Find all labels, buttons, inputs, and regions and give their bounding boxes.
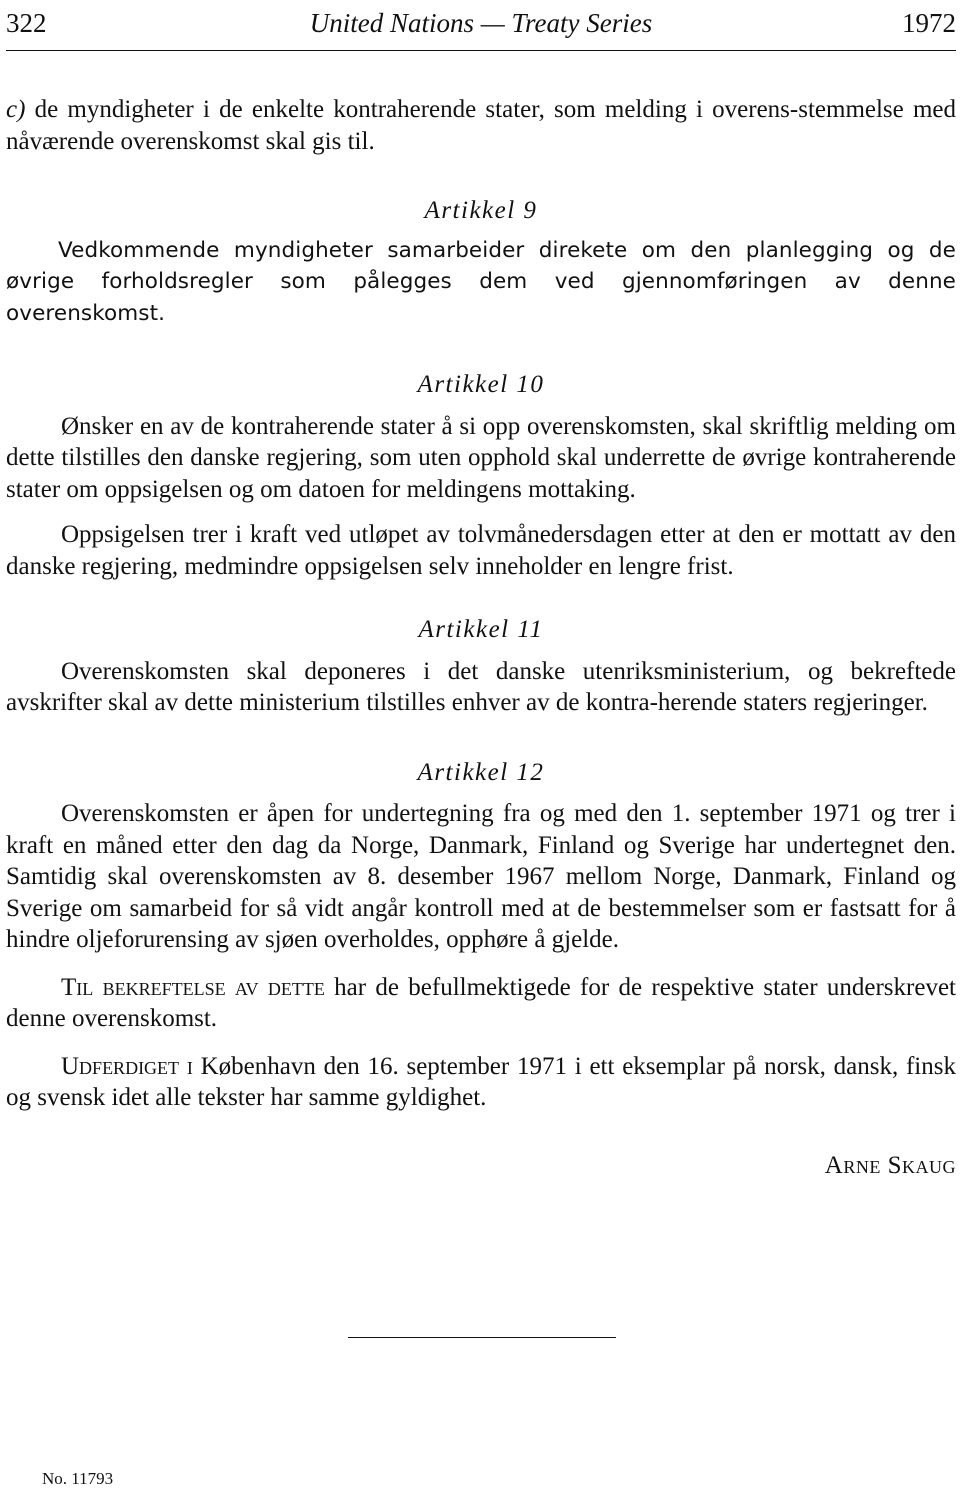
article-10-heading: Artikkel 10 [417, 371, 545, 398]
item-c-text: de myndigheter i de enkelte kontraherende stater, som melding i overens-stemmelse med nåværende overenskomst skal gis til. [6, 96, 956, 155]
done-at-text: København den 16. september 1971 i ett eksemplar på norsk, dansk, finsk og svensk idet alle tekster har samme gyldighet. [6, 1052, 956, 1111]
item-c-paragraph [6, 94, 956, 157]
volume-year: 1972 [902, 8, 956, 38]
document-body [6, 94, 956, 1181]
article-10-paragraph-2: Oppsigelsen trer i kraft ved utløpet av tolvmånedersdagen etter at den er mottatt av den danske regjering, medmindre oppsigelsen selv inneholder en lengre frist. [6, 521, 956, 580]
confirmation-paragraph [6, 972, 956, 1035]
article-10-paragraph-1: Ønsker en av de kontraherende stater å si opp overenskomsten, skal skriftlig melding om dette tilstilles den danske regjering, som uten opphold skal underrette de øvrige kontraherende stater om oppsigelsen og om datoen for meldingens mottaking. [6, 412, 956, 503]
confirmation-text: har de befullmektigede for de respektive stater underskrevet denne overenskomst. [6, 973, 956, 1032]
signature: Arne Skaug [824, 1151, 956, 1179]
document-page [6, 0, 956, 1494]
done-at-paragraph [6, 1051, 956, 1114]
confirmation-lead: Til bekreftelse av dette [61, 973, 325, 1001]
series-title: United Nations — Treaty Series [309, 8, 653, 38]
closing-rule [348, 1337, 616, 1338]
page-number: 322 [6, 8, 47, 38]
article-9-paragraph: Vedkommende myndigheter samarbeider direkete om den planlegging og de øvrige forholdsregler som pålegges dem ved gjennomføringen av denne overenskomst. [6, 237, 956, 326]
article-9-heading: Artikkel 9 [424, 197, 538, 224]
treaty-number: No. 11793 [42, 1469, 114, 1488]
article-12-heading: Artikkel 12 [417, 758, 545, 786]
running-header [6, 8, 956, 44]
done-at-lead: Udferdiget i [61, 1052, 193, 1080]
header-rule [6, 50, 956, 51]
article-11-heading: Artikkel 11 [418, 616, 544, 643]
article-11-paragraph: Overenskomsten skal deponeres i det danske utenriksministerium, og bekreftede avskrifter skal av dette ministerium tilstilles enhver av de kontra-herende staters regjeringer. [6, 657, 956, 716]
item-c-marker: c) [6, 96, 26, 123]
article-12-paragraph: Overenskomsten er åpen for undertegning fra og med den 1. september 1971 og trer i kraft en måned etter den dag da Norge, Danmark, Finland og Sverige har undertegnet den. Samtidig skal overenskomsten av 8. desember 1967 mellom Norge, Danmark, Finland og Sverige om samarbeid for så vidt angår kontroll med at de bestemmelser som er fastsatt for å hindre oljeforurensing av sjøen overholdes, opphøre å gjelde. [6, 800, 956, 953]
